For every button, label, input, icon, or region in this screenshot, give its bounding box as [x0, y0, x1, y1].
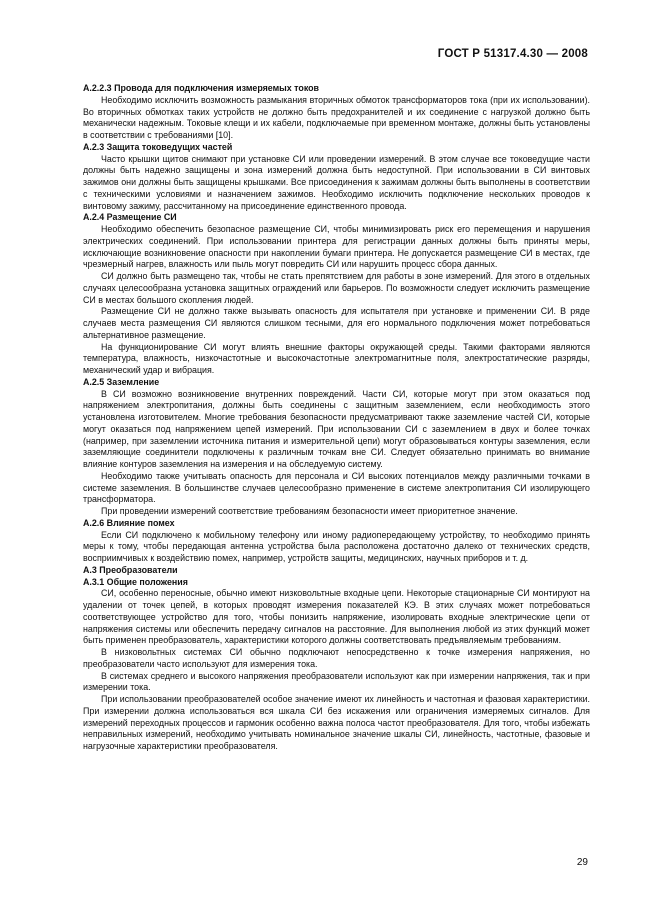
section-heading: А.2.5 Заземление: [83, 376, 160, 387]
paragraph: Размещение СИ не должно также вызывать опасность для испытателя при установке и применении СИ. В ряде случаев места размещения СИ являются слишком тесными, для его нормального подключения может потребоваться альтернативное размещение.: [83, 306, 590, 340]
standard-header: ГОСТ Р 51317.4.30 — 2008: [437, 48, 588, 60]
paragraph: Часто крышки щитов снимают при установке СИ или проведении измерений. В этом случае все токоведущие части должны быть надежно защищены и зона измерений должна быть недоступной. При использовании в СИ винтовых зажимов они должны быть защищены крышками. Все присоединения к зажимам должны быть выполнены в соответствии с техническими условиями и назначением зажимов. Необходимо исключить подключение нескольких проводов к винтовому зажиму, рассчитанному на присоединение единственного провода.: [83, 153, 590, 211]
page-number: 29: [576, 857, 588, 868]
paragraph: На функционирование СИ могут влиять внешние факторы окружающей среды. Такими факторами являются температура, влажность, низкочастотные и высокочастотные электромагнитные поля, электростатические разряды, механический удар и вибрация.: [83, 341, 590, 375]
section-heading: А.2.4 Размещение СИ: [83, 212, 177, 223]
section-heading: А.2.3 Защита токоведущих частей: [83, 141, 233, 152]
paragraph: В СИ возможно возникновение внутренних повреждений. Части СИ, которые могут при этом оказаться под напряжением электропитания, должны быть соединены с защитным заземлением, если необходимость этого установлена изготовителем. Многие требования безопасности предусматривают также заземление частей СИ, которые могут оказаться под напряжением цепей измерений. При использовании СИ с заземлением в двух и более точках (например, при заземлении источника питания и измерительной цепи) могут образовываться контуры заземления, если заземляющие соединители подключены к различным точкам вне СИ. Следует обязательно принимать во внимание влияние контуров заземления на измерения и на обследуемую систему.: [83, 388, 590, 469]
paragraph: В низковольтных системах СИ обычно подключают непосредственно к точке измерения напряжения, но преобразователи часто используют для измерения тока.: [83, 647, 590, 669]
paragraph: В системах среднего и высокого напряжения преобразователи используют как при измерении напряжения, так и при измерении тока.: [83, 670, 590, 693]
paragraph: Необходимо также учитывать опасность для персонала и СИ высоких потенциалов между различными точками в системе заземления. В большинстве случаев целесообразно применение в системе электропитания СИ изолирующего трансформатора.: [83, 470, 590, 505]
paragraph: СИ, особенно переносные, обычно имеют низковольтные входные цепи. Некоторые стационарные СИ монтируют на удалении от точек цепей, в которых проводят измерения показателей КЭ. В этих случаях может потребоваться соответствующее устройство для того, чтобы понизить напряжение, изолировать входные электрические цепи от напряжения системы или обеспечить передачу сигналов на расстояние. Для выполнения любой из этих функций может быть применен преобразователь, характеристики которого должны соответствовать предъявляемым требованиям.: [83, 588, 590, 646]
paragraph: Необходимо обеспечить безопасное размещение СИ, чтобы минимизировать риск его перемещения и нарушения электрических соединений. При использовании принтера для регистрации данных должны быть приняты меры, исключающие возникновение опасности при накоплении бумаги принтера. Не допускается размещение СИ в местах, где чрезмерный нагрев, влажность или пыль могут повредить СИ или нарушить процесс сбора данных.: [83, 224, 590, 270]
document-body: [83, 83, 590, 753]
paragraph: СИ должно быть размещено так, чтобы не стать препятствием для работы в зоне измерений. Для этого в отдельных случаях целесообразна установка защитных ограждений или барьеров. По возможности следует исключить размещение СИ в местах большого скопления людей.: [83, 271, 590, 305]
section-heading: А.2.2.3 Провода для подключения измеряемых токов: [83, 83, 320, 93]
paragraph: При проведении измерений соответствие требованиям безопасности имеет приоритетное значение.: [101, 506, 518, 516]
paragraph: При использовании преобразователей особое значение имеют их линейность и частотная и фазовая характеристики. При измерении должна использоваться вся шкала СИ без искажения или ограничения измеряемых сигналов. Для измерений переходных процессов и гармоник особенно важна полоса частот преобразователя. Для того, чтобы избежать неправильных измерений, необходимо учитывать номинальное значение шкалы СИ, линейность, частотные, фазовые и нагрузочные характеристики преобразователя.: [83, 694, 590, 751]
paragraph: Если СИ подключено к мобильному телефону или иному радиопередающему устройству, то необходимо принять меры к тому, чтобы передающая антенна устройства была расположена достаточно далеко от технических средств, восприимчивых к воздействию помех, например, устройств защиты, медицинских, научных приборов и т. д.: [83, 529, 590, 563]
section-heading: А.2.6 Влияние помех: [83, 517, 175, 528]
section-heading: А.3.1 Общие положения: [83, 576, 188, 587]
paragraph: Необходимо исключить возможность размыкания вторичных обмоток трансформаторов тока (при их использовании). Во вторичных обмотках таких устройств не должно быть предохранителей и их соединение с нагрузкой должно быть механически надежным. Токовые клещи и их кабели, подключаемые при временном монтаже, должны быть установлены в соответствии с требованиями [10].: [83, 94, 590, 140]
section-heading: А.3 Преобразователи: [83, 564, 178, 575]
